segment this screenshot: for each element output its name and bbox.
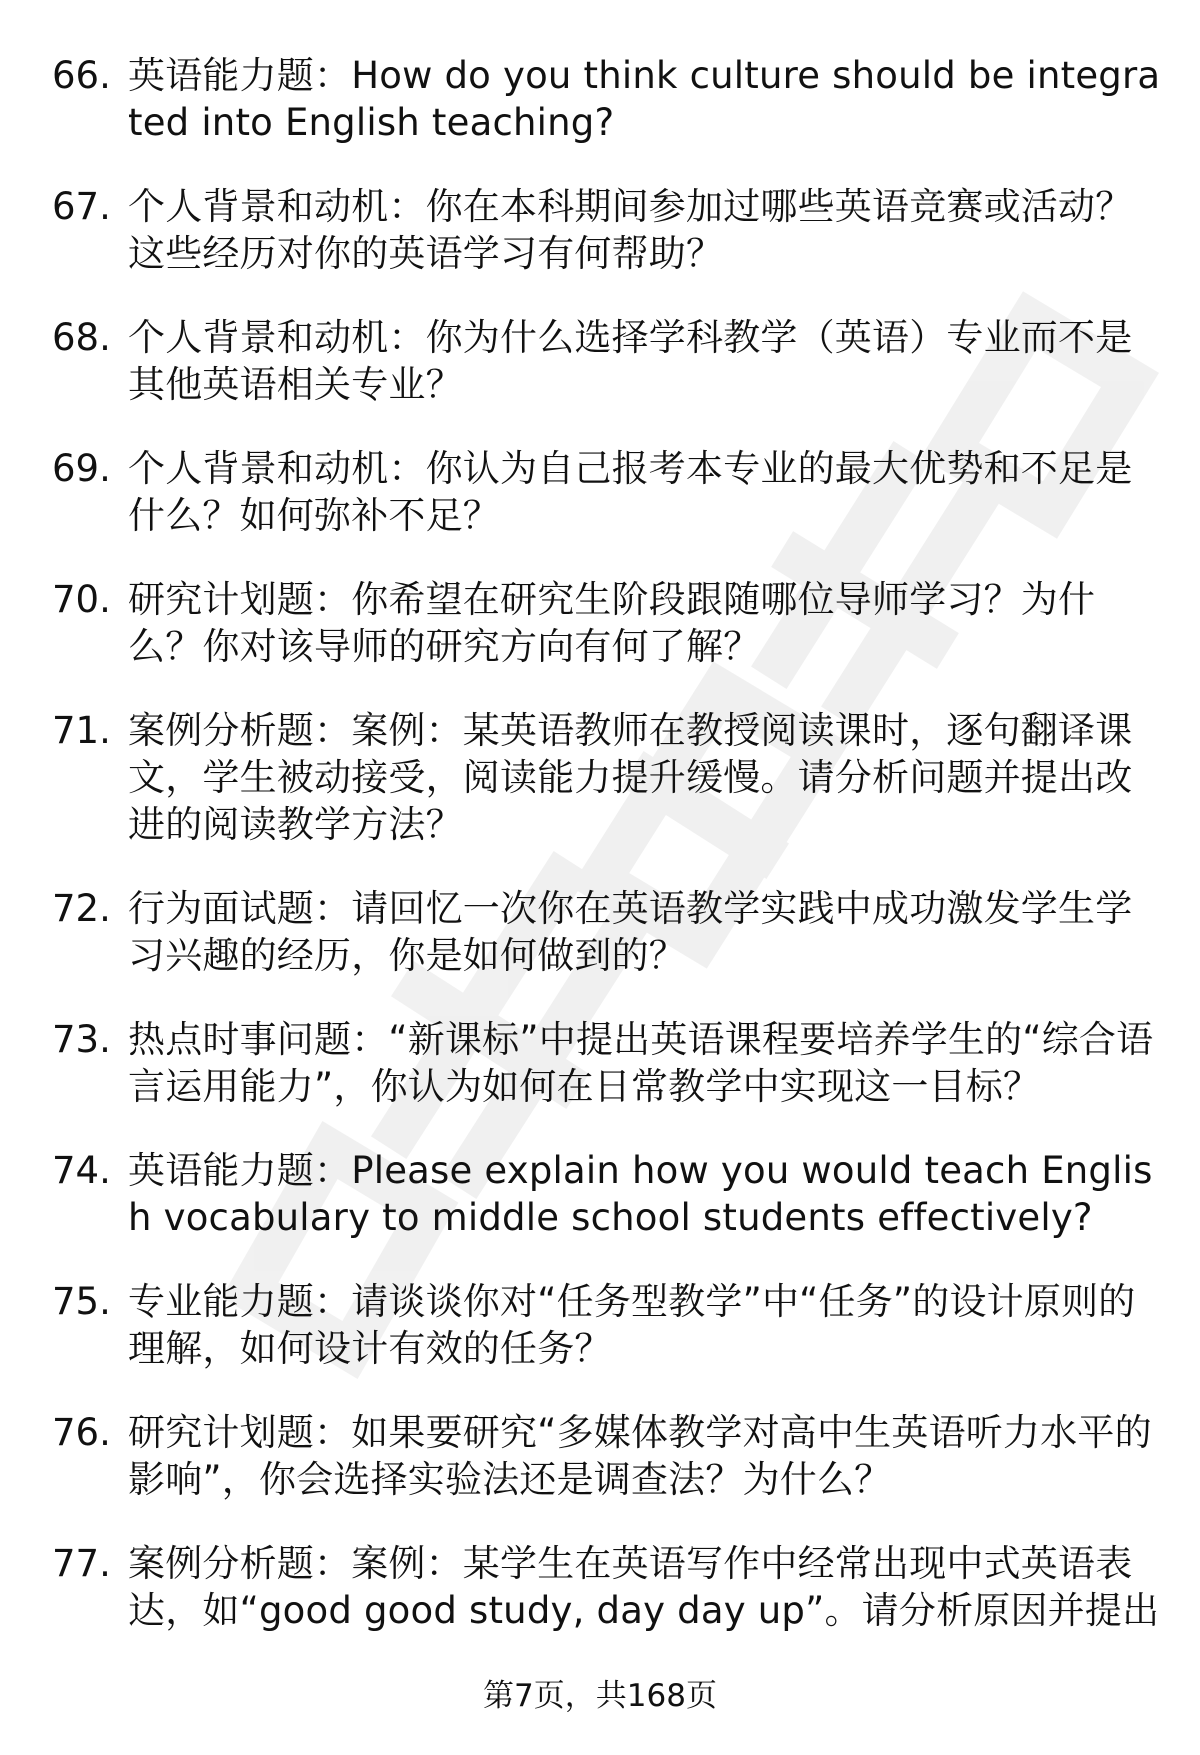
question-text	[128, 1147, 1162, 1241]
question-text	[128, 52, 1162, 146]
question-item	[52, 1016, 1162, 1110]
page-footer: 第7页，共168页	[483, 1678, 717, 1714]
question-item	[52, 1540, 1162, 1634]
question-number: 70.	[52, 578, 111, 621]
question-number: 71.	[52, 709, 111, 752]
question-number: 77.	[52, 1542, 111, 1585]
question-text	[128, 1016, 1162, 1110]
question-body: 你认为自己报考本专业的最大优势和不足是什么？如何弥补不足？	[128, 447, 1133, 537]
question-item	[52, 1278, 1162, 1372]
question-text	[128, 445, 1162, 539]
question-item	[52, 707, 1162, 848]
question-number: 73.	[52, 1018, 111, 1061]
question-text	[128, 314, 1162, 408]
question-category: 英语能力题：	[128, 1149, 352, 1192]
question-category: 个人背景和动机：	[128, 316, 426, 359]
question-body: 你希望在研究生阶段跟随哪位导师学习？为什么？你对该导师的研究方向有何了解？	[128, 578, 1096, 668]
question-category: 热点时事问题：	[128, 1018, 389, 1061]
question-item	[52, 576, 1162, 670]
question-item	[52, 52, 1162, 146]
question-body: 请谈谈你对“任务型教学”中“任务”的设计原则的理解，如何设计有效的任务？	[128, 1280, 1136, 1370]
question-body: Please explain how you would teach English vocabulary to middle school students effectively?	[128, 1149, 1153, 1239]
question-number: 72.	[52, 887, 111, 930]
question-item	[52, 1147, 1162, 1241]
question-body: 请回忆一次你在英语教学实践中成功激发学生学习兴趣的经历，你是如何做到的？	[128, 887, 1133, 977]
question-item	[52, 183, 1162, 277]
question-item	[52, 885, 1162, 979]
question-category: 行为面试题：	[128, 887, 352, 930]
question-text	[128, 707, 1162, 848]
question-category: 英语能力题：	[128, 54, 352, 97]
question-number: 69.	[52, 447, 111, 490]
question-category: 案例分析题：	[128, 709, 352, 752]
question-category: 研究计划题：	[128, 1411, 352, 1454]
question-number: 68.	[52, 316, 111, 359]
question-number: 76.	[52, 1411, 111, 1454]
question-body: 如果要研究“多媒体教学对高中生英语听力水平的影响”，你会选择实验法还是调查法？为什么？	[128, 1411, 1152, 1501]
question-body: “新课标”中提出英语课程要培养学生的“综合语言运用能力”，你认为如何在日常教学中实现这一目标？	[128, 1018, 1154, 1108]
question-item	[52, 1409, 1162, 1503]
question-text	[128, 1278, 1162, 1372]
question-text	[128, 183, 1162, 277]
question-item	[52, 314, 1162, 408]
question-body: 案例：某英语教师在教授阅读课时，逐句翻译课文，学生被动接受，阅读能力提升缓慢。请分析问题并提出改进的阅读教学方法？	[128, 709, 1133, 846]
question-number: 67.	[52, 185, 111, 228]
question-text	[128, 1409, 1162, 1503]
question-number: 74.	[52, 1149, 111, 1192]
question-text	[128, 1540, 1162, 1634]
question-category: 专业能力题：	[128, 1280, 352, 1323]
question-number: 66.	[52, 54, 111, 97]
question-list	[52, 52, 1162, 1634]
question-category: 案例分析题：	[128, 1542, 352, 1585]
question-body: 你为什么选择学科教学（英语）专业而不是其他英语相关专业？	[128, 316, 1133, 406]
question-body: 你在本科期间参加过哪些英语竞赛或活动？这些经历对你的英语学习有何帮助？	[128, 185, 1133, 275]
question-text	[128, 885, 1162, 979]
question-body: How do you think culture should be integrated into English teaching?	[128, 54, 1161, 144]
question-text	[128, 576, 1162, 670]
question-number: 75.	[52, 1280, 111, 1323]
question-body: 案例：某学生在英语写作中经常出现中式英语表达，如“good good study, day day up”。请分析原因并提出	[128, 1542, 1160, 1632]
question-category: 研究计划题：	[128, 578, 352, 621]
question-category: 个人背景和动机：	[128, 185, 426, 228]
question-category: 个人背景和动机：	[128, 447, 426, 490]
question-item	[52, 445, 1162, 539]
